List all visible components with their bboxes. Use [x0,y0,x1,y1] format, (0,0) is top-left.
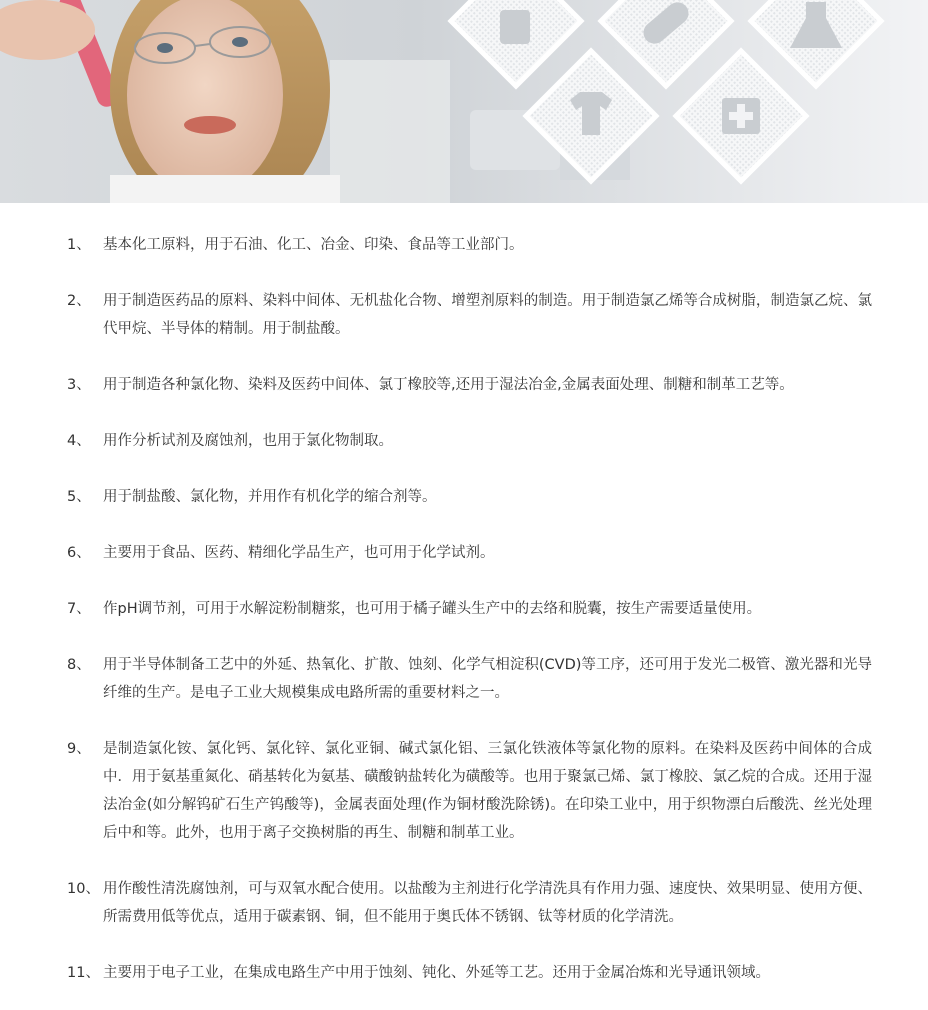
item-text: 用作酸性清洗腐蚀剂，可与双氧水配合使用。以盐酸为主剂进行化学清洗具有作用力强、速度快、效果明显、使用方便、所需费用低等优点，适用于碳素钢、铜，但不能用于奥氏体不锈钢、钛等材质的化学清洗。 [103,881,872,925]
list-item [67,427,872,455]
item-number: 8、 [67,657,91,673]
item-text: 用于半导体制备工艺中的外延、热氧化、扩散、蚀刻、化学气相淀积(CVD)等工序，还可用于发光二极管、激光器和光导纤维的生产。是电子工业大规模集成电路所需的重要材料之一。 [103,657,872,701]
item-text: 用于制造各种氯化物、染料及医药中间体、氯丁橡胶等,还用于湿法冶金,金属表面处理、制糖和制革工艺等。 [103,377,794,393]
item-number: 1、 [67,237,91,253]
list-item [67,595,872,623]
item-number: 11、 [67,965,100,981]
list-item [67,231,872,259]
item-number: 2、 [67,293,91,309]
list-item [67,287,872,343]
item-number: 5、 [67,489,91,505]
item-text: 是制造氯化铵、氯化钙、氯化锌、氯化亚铜、碱式氯化铝、三氯化铁液体等氯化物的原料。在染料及医药中间体的合成中．用于氨基重氮化、硝基转化为氨基、磺酸钠盐转化为磺酸等。也用于聚氯己烯、氯丁橡胶、氯乙烷的合成。还用于湿法冶金(如分解钨矿石生产钨酸等)，金属表面处理(作为铜材酸洗除锈)。在印染工业中，用于织物漂白后酸洗、丝光处理后中和等。此外，也用于离子交换树脂的再生、制糖和制革工业。 [103,741,872,841]
header-banner [0,0,928,203]
item-number: 6、 [67,545,91,561]
banner-illustration [0,0,928,203]
list-item [67,483,872,511]
item-text: 基本化工原料，用于石油、化工、冶金、印染、食品等工业部门。 [103,237,524,253]
item-number: 3、 [67,377,91,393]
list-item [67,735,872,847]
list-item [67,875,872,931]
list-item [67,959,872,987]
item-number: 7、 [67,601,91,617]
item-text: 用于制造医药品的原料、染料中间体、无机盐化合物、增塑剂原料的制造。用于制造氯乙烯等合成树脂，制造氯乙烷、氯代甲烷、半导体的精制。用于制盐酸。 [103,293,872,337]
item-number: 9、 [67,741,91,757]
item-text: 作pH调节剂，可用于水解淀粉制糖浆，也可用于橘子罐头生产中的去络和脱囊，按生产需要适量使用。 [103,601,762,617]
list-item [67,539,872,567]
list-item [67,371,872,399]
item-text: 用作分析试剂及腐蚀剂，也用于氯化物制取。 [103,433,393,449]
item-text: 主要用于食品、医药、精细化学品生产，也可用于化学试剂。 [103,545,495,561]
list-item [67,651,872,707]
item-text: 用于制盐酸、氯化物，并用作有机化学的缩合剂等。 [103,489,437,505]
item-number: 4、 [67,433,91,449]
item-text: 主要用于电子工业，在集成电路生产中用于蚀刻、钝化、外延等工艺。还用于金属冶炼和光导通讯领域。 [103,965,770,981]
item-number: 10、 [67,881,100,897]
